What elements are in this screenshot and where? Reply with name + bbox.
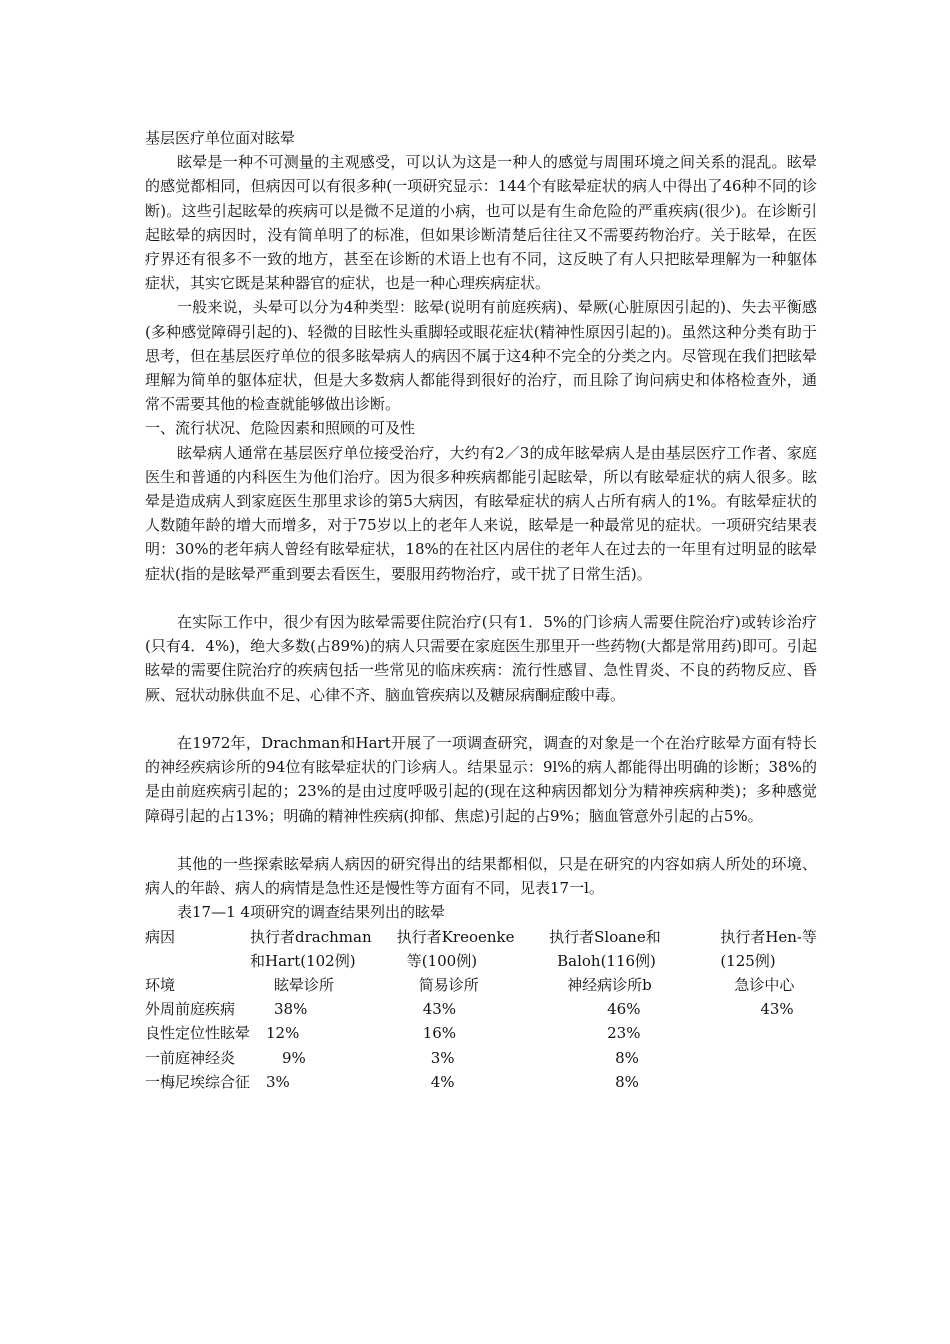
table-cell: 环境	[145, 976, 176, 995]
table-cell: 43%	[422, 1000, 457, 1019]
header-cell	[145, 949, 250, 973]
table-cell: 9%	[282, 1048, 306, 1067]
table-header-row	[145, 949, 817, 973]
header-cell: 执行者Kreoenke	[396, 927, 515, 946]
other-studies-paragraph: 其他的一些探索眩晕病人病因的研究得出的结果都相似，只是在研究的内容如病人所处的环境、病人的年龄、病人的病情是急性还是慢性等方面有不同，见表17一l。	[145, 855, 817, 898]
table-cell	[720, 1070, 817, 1094]
header-cell: 执行者drachman	[250, 927, 372, 946]
table-cell: 眩晕诊所	[274, 976, 335, 995]
table-cell	[720, 1021, 817, 1045]
hospitalization-paragraph: 在实际工作中，很少有因为眩晕需要住院治疗(只有1．5%的门诊病人需要住院治疗)或转诊治疗(只有4．4%)，绝大多数(占89%)的病人只需要在家庭医生那里开一些药物(大都是常用药)即可。引起眩晕的需要住院治疗的疾病包括一些常见的临床疾病：流行性感冒、急性胃炎、不良的药物反应、昏厥、冠状动脉供血不足、心律不齐、脑血管疾病以及糖尿病酮症酸中毒。	[145, 613, 817, 704]
blank-line	[145, 707, 817, 731]
document-page	[145, 126, 817, 1094]
table-cell: 神经病诊所b	[567, 976, 652, 995]
blank-line	[145, 586, 817, 610]
table-cell: 16%	[422, 1024, 457, 1043]
table-cell: 8%	[615, 1048, 639, 1067]
study-results-table	[145, 925, 817, 1094]
table-cell: 38%	[274, 1000, 308, 1019]
study-paragraph: 在1972年，Drachman和Hart开展了一项调查研究，调查的对象是一个在治疗眩晕方面有特长的神经疾病诊所的94位有眩晕症状的门诊病人。结果显示：9l%的病人都能得出明确的诊断；38%的是由前庭疾病引起的；23%的是由过度呼吸引起的(现在这种病因都划分为精神疾病种类)；多种感觉障碍引起的占13%；明确的精神性疾病(抑郁、焦虑)引起的占9%；脑血管意外引起的占5%。	[145, 734, 817, 825]
intro-paragraph-2: 一般来说，头晕可以分为4种类型：眩晕(说明有前庭疾病)、晕厥(心脏原因引起的)、失去平衡感(多种感觉障碍引起的)、轻微的目眩性头重脚轻或眼花症状(精神性原因引起的)。虽然这种分类有助于思考，但在基层医疗单位的很多眩晕病人的病因不属于这4种不完全的分类之内。尽管现在我们把眩晕理解为简单的躯体症状，但是大多数病人都能得到很好的治疗，而且除了询问病史和体格检查外，通常不需要其他的检查就能够做出诊断。	[145, 298, 817, 414]
table-row	[145, 997, 817, 1021]
epidemiology-paragraph: 眩晕病人通常在基层医疗单位接受治疗，大约有2／3的成年眩晕病人是由基层医疗工作者、家庭医生和普通的内科医生为他们治疗。因为很多种疾病都能引起眩晕，所以有眩晕症状的病人很多。眩晕是造成病人到家庭医生那里求诊的第5大病因，有眩晕症状的病人占所有病人的1%。有眩晕症状的人数随年龄的增大而增多，对于75岁以上的老年人来说，眩晕是一种最常见的症状。一项研究结果表明：30%的老年病人曾经有眩晕症状，18%的在社区内居住的老年人在过去的一年里有过明显的眩晕症状(指的是眩晕严重到要去看医生，要服用药物治疗，或干扰了日常生活)。	[145, 443, 817, 583]
table-header-row	[145, 925, 817, 949]
header-cell: 执行者Hen-等	[720, 927, 817, 946]
table-cell: 4%	[430, 1072, 455, 1091]
table-caption: 表17—1 4项研究的调查结果列出的眩晕	[177, 903, 445, 922]
header-cell: Baloh(116例)	[557, 951, 656, 970]
table-cell: 3%	[430, 1048, 455, 1067]
document-title: 基层医疗单位面对眩晕	[145, 129, 296, 147]
table-cell: 一前庭神经炎	[145, 1048, 236, 1067]
section-heading: 一、流行状况、危险因素和照顾的可及性	[145, 419, 416, 438]
table-cell: 3%	[266, 1072, 290, 1091]
table-cell: 简易诊所	[418, 976, 479, 995]
header-cell: 病因	[145, 927, 176, 946]
header-cell: 执行者Sloane和	[549, 927, 661, 946]
table-cell: 良性定位性眩晕	[145, 1024, 251, 1043]
table-row	[145, 1070, 817, 1094]
blank-line	[145, 828, 817, 852]
table-cell: 43%	[760, 1000, 794, 1019]
table-row	[145, 1046, 817, 1070]
header-cell: 和Hart(102例)	[250, 951, 356, 970]
header-cell: (125例)	[720, 951, 776, 970]
table-env-row	[145, 973, 817, 997]
table-cell: 46%	[607, 1000, 641, 1019]
intro-paragraph-1: 眩晕是一种不可测量的主观感受，可以认为这是一种人的感觉与周围环境之间关系的混乱。眩晕的感觉都相同，但病因可以有很多种(一项研究显示：144个有眩晕症状的病人中得出了46种不同的诊断)。这些引起眩晕的疾病可以是微不足道的小病，也可以是有生命危险的严重疾病(很少)。在诊断引起眩晕的病因时，没有简单明了的标准，但如果诊断清楚后往往又不需要药物治疗。关于眩晕，在医疗界还有很多不一致的地方，甚至在诊断的术语上也有不同，这反映了有人只把眩晕理解为一种躯体症状，其实它既是某种器官的症状，也是一种心理疾病症状。	[145, 153, 817, 293]
table-cell: 急诊中心	[734, 976, 795, 995]
header-cell: 等(100例)	[406, 951, 478, 970]
table-row	[145, 1021, 817, 1045]
table-cell: 23%	[607, 1024, 641, 1043]
table-cell: 外周前庭疾病	[145, 1000, 236, 1019]
table-cell: 12%	[266, 1024, 300, 1043]
table-cell: 一梅尼埃综合征	[145, 1072, 251, 1091]
table-cell	[720, 1046, 817, 1070]
table-cell: 8%	[615, 1072, 639, 1091]
